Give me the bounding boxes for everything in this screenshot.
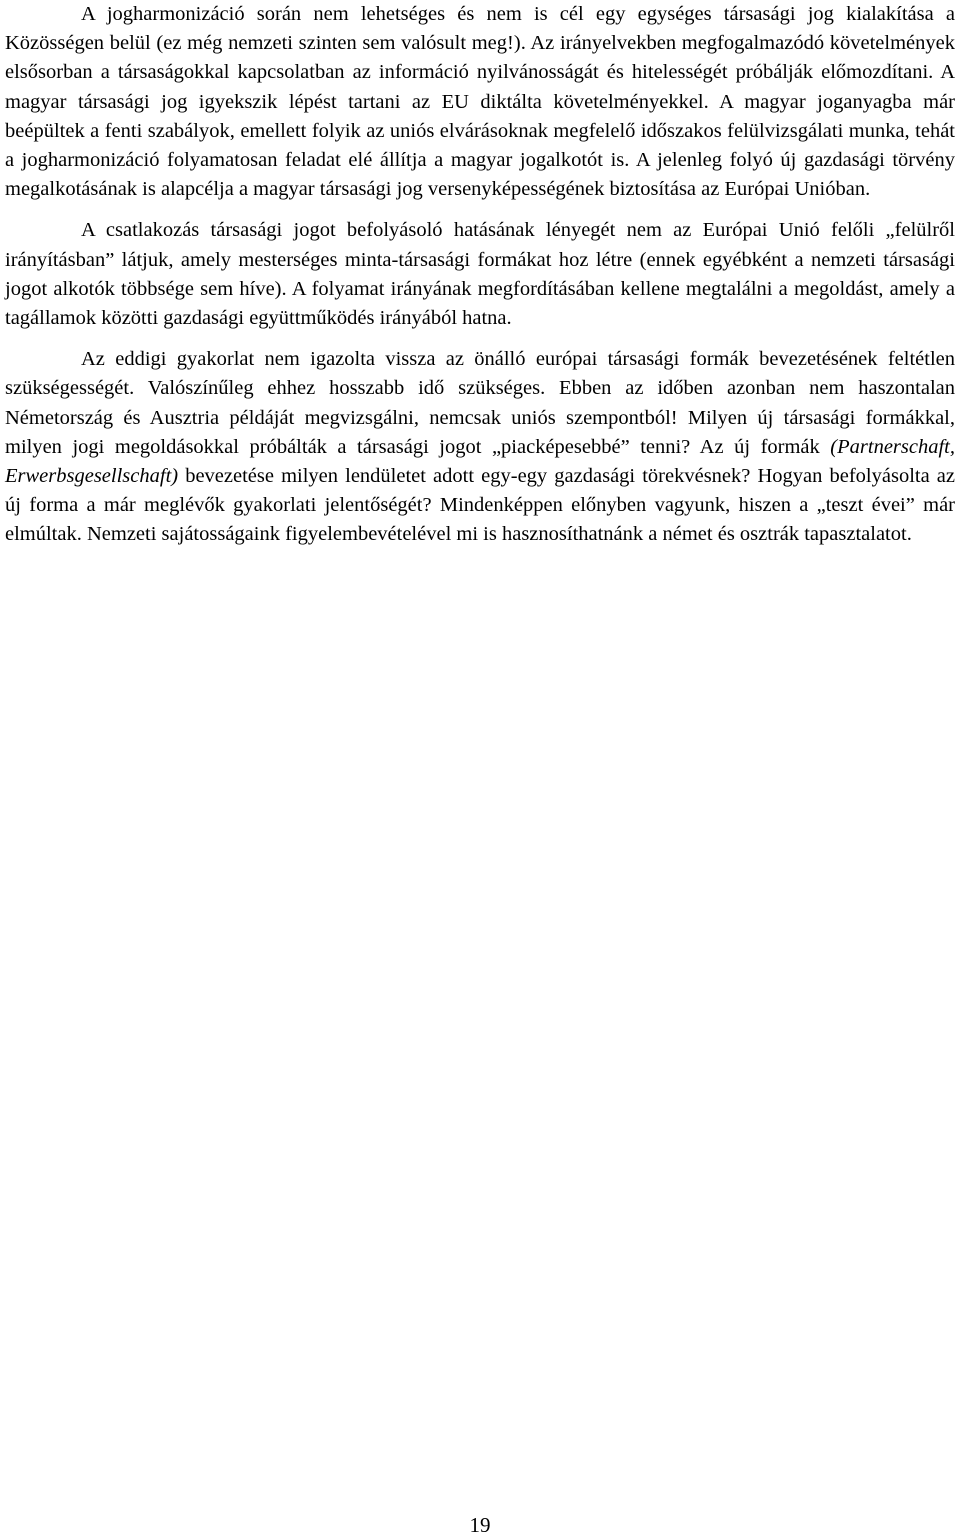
- italic-company-forms: (Partnerschaft, Erwerbsgesellschaft): [5, 435, 955, 488]
- page-body: [5, 0, 955, 550]
- page-number: 19: [469, 1513, 491, 1537]
- paragraph-accession-impact: [5, 216, 955, 333]
- paragraph-text: Az eddigi gyakorlat nem igazolta vissza az önálló európai társasági formák bevezetésének feltétlen szükségességét. Valószínűleg ehhez hosszabb idő szükséges. Ebben az időben azonban nem haszontalan Németország és Ausztria példáját megvizsgálni, nemcsak uniós szempontból! Milyen új társasági formákkal, milyen jogi megoldásokkal próbálták a társasági jogot „piacképesebbé” tenni? Az új formák: [5, 348, 955, 458]
- paragraph-text: A csatlakozás társasági jogot befolyásoló hatásának lényegét nem az Európai Unió felőli „felülről irányításban” látjuk, amely mesterséges minta-társasági formákat hoz létre (ennek egyébként a nemzeti társasági jogot alkotók többsége sem híve). A folyamat irányának megfordításában kellene megtalálni a megoldást, amely a tagállamok közötti gazdasági együttműködés irányából hatna.: [5, 219, 955, 330]
- paragraph-german-austrian-example: [5, 345, 955, 549]
- paragraph-eu-harmonization: [5, 0, 955, 204]
- paragraph-text-continued: bevezetése milyen lendületet adott egy-egy gazdasági törekvésnek? Hogyan befolyásolta az új forma a már meglévők gyakorlati jelentőségét? Mindenképpen előnyben vagyunk, hiszen a „teszt évei” már elmúltak. Nemzeti sajátosságaink figyelembevételével mi is hasznosíthatnánk a német és osztrák tapasztalatot.: [5, 465, 955, 546]
- paragraph-text: A jogharmonizáció során nem lehetséges és nem is cél egy egységes társasági jog kialakítása a Közösségen belül (ez még nemzeti szinten sem valósult meg!). Az irányelvekben megfogalmazódó követelmények elsősorban a társaságokkal kapcsolatban az információ nyilvánosságát és hitelességét próbálják előmozdítani. A magyar társasági jog igyekszik lépést tartani az EU diktálta követelményekkel. A magyar joganyagba már beépültek a fenti szabályok, emellett folyik az uniós elvárásoknak megfelelő időszakos felülvizsgálati munka, tehát a jogharmonizáció folyamatosan feladat elé állítja a magyar jogalkotót is. A jelenleg folyó új gazdasági törvény megalkotásának is alapcélja a magyar társasági jog versenyképességének biztosítása az Európai Unióban.: [5, 3, 955, 201]
